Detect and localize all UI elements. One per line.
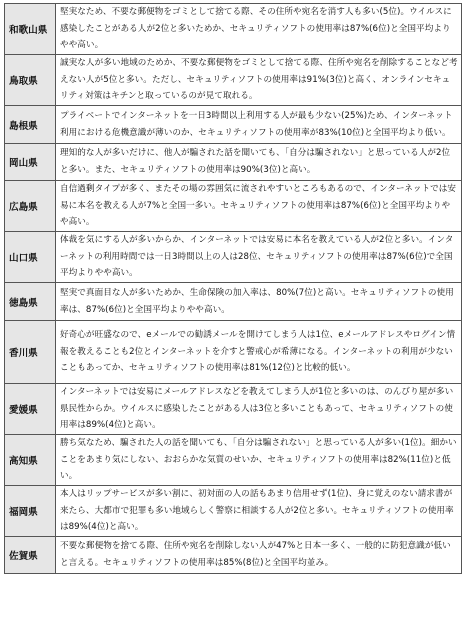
prefecture-name: 徳島県 (5, 283, 56, 321)
table-row (5, 144, 462, 181)
table-row (5, 321, 462, 384)
prefecture-name: 広島県 (5, 181, 56, 232)
prefecture-description: 堅実なため、不要な郵便物をゴミとして捨てる際、その住所や宛名を消す人も多い(5位)。ウイルスに感染したことがある人が2位と多いためか、セキュリティソフトの使用率は87%(6位)と全国平均よりやや高い。 (56, 4, 462, 55)
prefecture-description: プライベートでインターネットを一日3時間以上利用する人が最も少ない(25%)ため、インターネット利用における危機意識が薄いのか、セキュリティソフトの使用率が83%(10位)と全国平均より低い。 (56, 106, 462, 144)
prefecture-description: 自信過剰タイプが多く、またその場の雰囲気に流されやすいところもあるので、インターネットでは安易に本名を教える人が7%と全国一多い。セキュリティソフトの使用率は87%(6位)と全国平均よりやや高い。 (56, 181, 462, 232)
prefecture-description: 好奇心が旺盛なので、eメールでの勧誘メールを開けてしまう人は1位、eメールアドレスやログイン情報を教えることも2位とインターネットを介すと警戒心が希薄になる。インターネットの利用が少ないこともあってか、セキュリティソフトの使用率は81%(12位)と比較的低い。 (56, 321, 462, 384)
prefecture-name: 香川県 (5, 321, 56, 384)
table-row (5, 232, 462, 283)
prefecture-description: 勝ち気なため、騙された人の話を聞いても、「自分は騙されない」と思っている人が多い(1位)。細かいことをあまり気にしない、おおらかな気質のせいか、セキュリティソフトの使用率は82%(11位)と低い。 (56, 435, 462, 486)
prefecture-name: 島根県 (5, 106, 56, 144)
prefecture-description: 堅実で真面目な人が多いためか、生命保険の加入率は、80%(7位)と高い。セキュリティソフトの使用率は、87%(6位)と全国平均よりやや高い。 (56, 283, 462, 321)
table-row (5, 384, 462, 435)
table-row (5, 283, 462, 321)
prefecture-description: インターネットでは安易にメールアドレスなどを教えてしまう人が1位と多いのは、のんびり屋が多い県民性からか。ウイルスに感染したことがある人は3位と多いこともあって、セキュリティソフトの使用率は89%(4位)と高い。 (56, 384, 462, 435)
table-row (5, 435, 462, 486)
table (4, 3, 462, 574)
prefecture-description: 体裁を気にする人が多いからか、インターネットでは安易に本名を教えている人が2位と多い。インターネットの利用時間では一日3時間以上の人は28位、セキュリティソフトの使用率は87%(6位)で全国平均よりやや高い。 (56, 232, 462, 283)
table-row (5, 4, 462, 55)
table-row (5, 486, 462, 537)
prefecture-name: 岡山県 (5, 144, 56, 181)
prefecture-description: 本人はリップサービスが多い割に、初対面の人の話もあまり信用せず(1位)、身に覚えのない請求書が来たら、大都市で犯罪も多い地域らしく警察に相談する人が2位と多い。セキュリティソフトの使用率は89%(4位)と高い。 (56, 486, 462, 537)
table-row (5, 181, 462, 232)
table-row (5, 537, 462, 574)
prefecture-security-table (4, 3, 462, 574)
prefecture-description: 誠実な人が多い地域のためか、不要な郵便物をゴミとして捨てる際、住所や宛名を削除することなど考えない人が5位と多い。ただし、セキュリティソフトの使用率は91%(3位)と高く、オンラインセキュリティ対策はキチンと取っているのが見て取れる。 (56, 55, 462, 106)
prefecture-name: 福岡県 (5, 486, 56, 537)
prefecture-description: 不要な郵便物を捨てる際、住所や宛名を削除しない人が47%と日本一多く、一般的に防犯意識が低いと言える。セキュリティソフトの使用率は85%(8位)と全国平均並み。 (56, 537, 462, 574)
table-row (5, 106, 462, 144)
prefecture-name: 佐賀県 (5, 537, 56, 574)
prefecture-name: 鳥取県 (5, 55, 56, 106)
table-row (5, 55, 462, 106)
prefecture-name: 和歌山県 (5, 4, 56, 55)
prefecture-description: 理知的な人が多いだけに、他人が騙された話を聞いても、「自分は騙されない」と思っている人が2位と多い。また、セキュリティソフトの使用率は90%(3位)と高い。 (56, 144, 462, 181)
prefecture-name: 高知県 (5, 435, 56, 486)
prefecture-name: 愛媛県 (5, 384, 56, 435)
prefecture-name: 山口県 (5, 232, 56, 283)
